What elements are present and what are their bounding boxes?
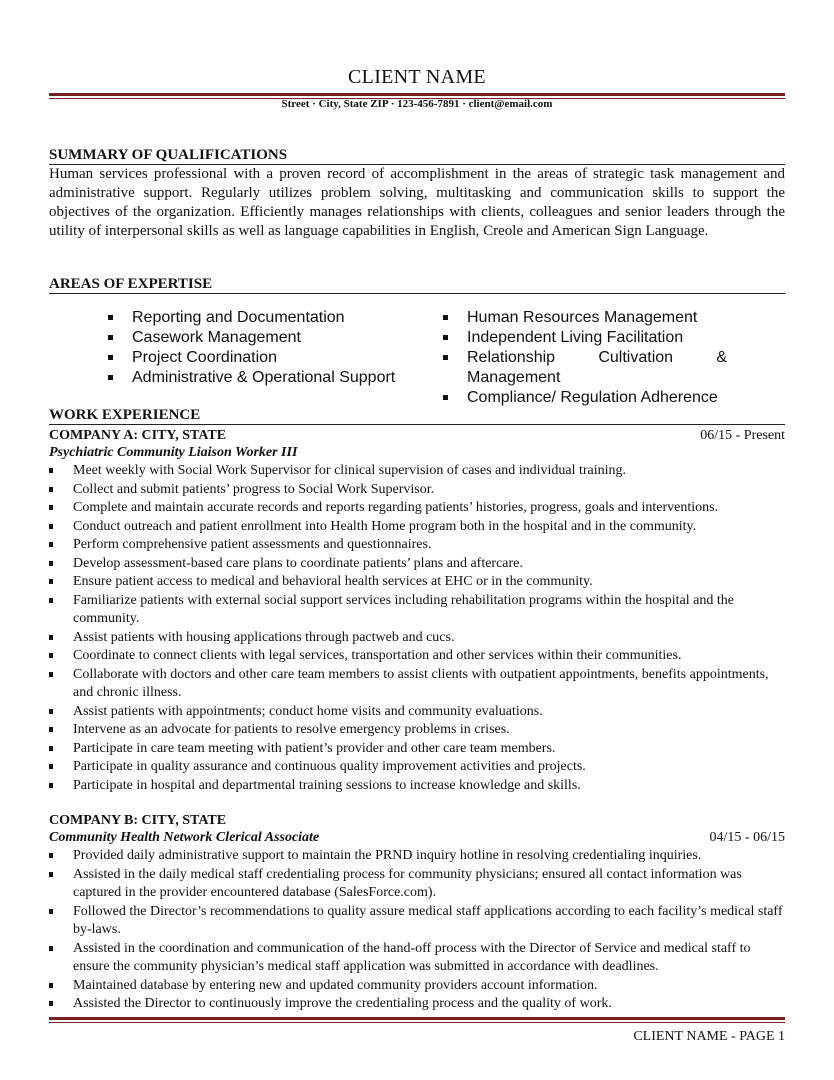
list-item: Meet weekly with Social Work Supervisor for clinical supervision of cases and individual training. bbox=[49, 462, 785, 481]
list-item: Casework Management bbox=[105, 328, 425, 348]
bullet-icon bbox=[49, 872, 53, 877]
position-title: Community Health Network Clerical Associate bbox=[49, 830, 320, 845]
list-item: Relationship Cultivation & Management bbox=[440, 348, 740, 388]
list-item: Participate in quality assurance and continuous quality improvement activities and projects. bbox=[49, 758, 785, 777]
summary-heading: SUMMARY OF QUALIFICATIONS bbox=[49, 147, 785, 165]
footer-page-label: CLIENT NAME - PAGE 1 bbox=[633, 1029, 785, 1044]
list-item: Perform comprehensive patient assessments and questionnaires. bbox=[49, 536, 785, 555]
contact-line: Street · City, State ZIP · 123-456-7891 · client@email.com bbox=[281, 98, 553, 110]
bullet-icon bbox=[49, 853, 53, 858]
bullet-icon bbox=[49, 598, 53, 603]
job-a-header bbox=[49, 428, 785, 444]
list-item: Assisted the Director to continuously improve the credentialing process and the quality of work. bbox=[49, 995, 785, 1014]
list-item: Collaborate with doctors and other care team members to assist clients with outpatient appointments, benefits appointments, and chronic illness. bbox=[49, 666, 785, 703]
bullet-icon bbox=[49, 579, 53, 584]
job-b-bullets bbox=[49, 847, 785, 1014]
job-b-position bbox=[49, 830, 785, 846]
list-item: Coordinate to connect clients with legal services, transportation and other services within their communities. bbox=[49, 647, 785, 666]
list-item: Assist patients with appointments; conduct home visits and community evaluations. bbox=[49, 703, 785, 722]
bullet-icon bbox=[49, 542, 53, 547]
bullet-icon bbox=[49, 983, 53, 988]
list-item: Project Coordination bbox=[105, 348, 425, 368]
list-item: Assisted in the daily medical staff credentialing process for community physicians; ensured all contact information was captured in the provider encountered database (SalesForce.com). bbox=[49, 866, 785, 903]
list-item: Human Resources Management bbox=[440, 308, 740, 328]
list-item: Administrative & Operational Support bbox=[105, 368, 425, 388]
bullet-icon bbox=[443, 315, 448, 320]
list-item: Independent Living Facilitation bbox=[440, 328, 740, 348]
bullet-icon bbox=[49, 561, 53, 566]
bullet-icon bbox=[49, 653, 53, 658]
position-title: Psychiatric Community Liaison Worker III bbox=[49, 445, 298, 460]
list-item: Familiarize patients with external social support services including rehabilitation programs within the hospital and the community. bbox=[49, 592, 785, 629]
bullet-icon bbox=[49, 764, 53, 769]
list-item: Complete and maintain accurate records and reports regarding patients’ histories, progress, goals and interventions. bbox=[49, 499, 785, 518]
expertise-list-right bbox=[440, 308, 740, 408]
client-name: CLIENT NAME bbox=[348, 66, 486, 88]
job-a-position bbox=[49, 445, 785, 461]
list-item: Provided daily administrative support to maintain the PRND inquiry hotline in resolving credentialing inquiries. bbox=[49, 847, 785, 866]
bullet-icon bbox=[108, 375, 113, 380]
bullet-icon bbox=[49, 746, 53, 751]
list-item: Collect and submit patients’ progress to Social Work Supervisor. bbox=[49, 481, 785, 500]
bullet-icon bbox=[49, 505, 53, 510]
bullet-icon bbox=[49, 727, 53, 732]
footer-rule bbox=[49, 1017, 785, 1023]
expertise-heading: AREAS OF EXPERTISE bbox=[49, 276, 785, 294]
expertise-list-left bbox=[105, 308, 425, 388]
bullet-icon bbox=[49, 783, 53, 788]
list-item: Compliance/ Regulation Adherence bbox=[440, 388, 740, 408]
job-dates: 06/15 - Present bbox=[700, 428, 785, 443]
bullet-icon bbox=[443, 335, 448, 340]
list-item: Develop assessment-based care plans to coordinate patients’ plans and aftercare. bbox=[49, 555, 785, 574]
bullet-icon bbox=[49, 524, 53, 529]
bullet-icon bbox=[49, 672, 53, 677]
company-name: COMPANY A: CITY, STATE bbox=[49, 428, 227, 443]
list-item: Conduct outreach and patient enrollment into Health Home program both in the hospital and in the community. bbox=[49, 518, 785, 537]
work-heading: WORK EXPERIENCE bbox=[49, 407, 785, 425]
company-name: COMPANY B: CITY, STATE bbox=[49, 813, 227, 828]
bullet-icon bbox=[108, 315, 113, 320]
summary-text: Human services professional with a proven record of accomplishment in the areas of strategic task management and administrative support. Regularly utilizes problem solving, multitasking and communication skills to support the objectives of the organization. Efficiently manages relationships with clients, colleagues and senior leaders through the utility of interpersonal skills as well as language capabilities in English, Creole and American Sign Language. bbox=[49, 166, 785, 239]
list-item: Ensure patient access to medical and behavioral health services at EHC or in the community. bbox=[49, 573, 785, 592]
bullet-icon bbox=[49, 946, 53, 951]
bullet-icon bbox=[49, 487, 53, 492]
bullet-icon bbox=[49, 468, 53, 473]
list-item: Followed the Director’s recommendations to quality assure medical staff applications according to each facility’s medical staff by-laws. bbox=[49, 903, 785, 940]
bullet-icon bbox=[108, 355, 113, 360]
bullet-icon bbox=[49, 635, 53, 640]
job-dates: 04/15 - 06/15 bbox=[709, 830, 785, 845]
bullet-icon bbox=[49, 1001, 53, 1006]
list-item: Assisted in the coordination and communication of the hand-off process with the Director of Service and medical staff to ensure the community physician’s medical staff application was submitted in accordance with deadlines. bbox=[49, 940, 785, 977]
list-item: Intervene as an advocate for patients to resolve emergency problems in crises. bbox=[49, 721, 785, 740]
list-item: Participate in care team meeting with patient’s provider and other care team members. bbox=[49, 740, 785, 759]
job-b-header bbox=[49, 813, 785, 829]
list-item: Maintained database by entering new and updated community providers account information. bbox=[49, 977, 785, 996]
job-a-bullets bbox=[49, 462, 785, 795]
bullet-icon bbox=[443, 395, 448, 400]
bullet-icon bbox=[108, 335, 113, 340]
list-item: Assist patients with housing applications through pactweb and cucs. bbox=[49, 629, 785, 648]
bullet-icon bbox=[49, 909, 53, 914]
bullet-icon bbox=[443, 355, 448, 360]
list-item: Participate in hospital and departmental training sessions to increase knowledge and skills. bbox=[49, 777, 785, 796]
bullet-icon bbox=[49, 709, 53, 714]
list-item: Reporting and Documentation bbox=[105, 308, 425, 328]
